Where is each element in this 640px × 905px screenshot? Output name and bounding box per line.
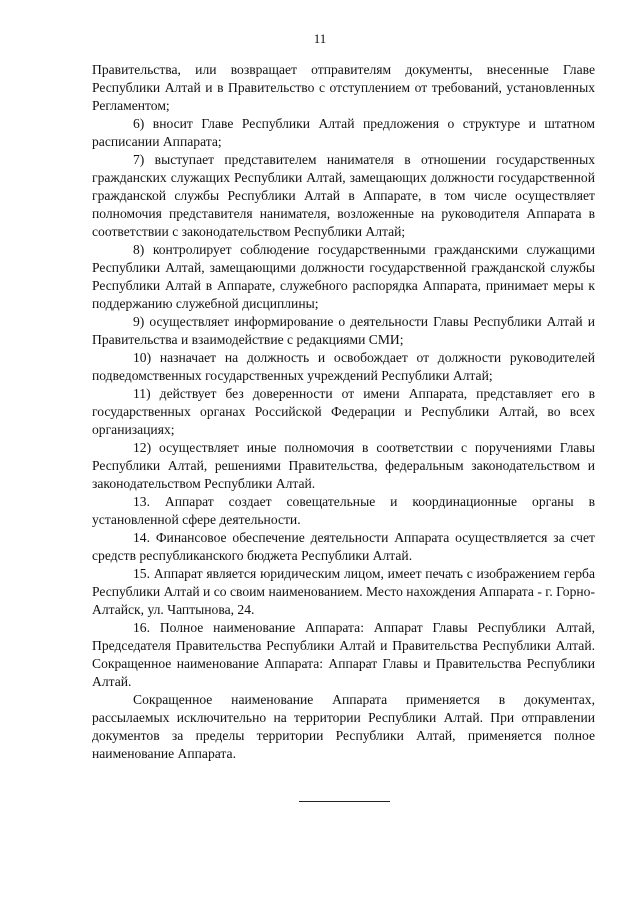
paragraph: 11) действует без доверенности от имени Аппарата, представляет его в государственных органах Российской Федерации и Республики Алтай, во всех организациях; xyxy=(92,386,595,437)
paragraph: 13. Аппарат создает совещательные и координационные органы в установленной сфере деятельности. xyxy=(92,494,595,527)
paragraph: 16. Полное наименование Аппарата: Аппарат Главы Республики Алтай, Председателя Правительства Республики Алтай и Правительства Республики Алтай. Сокращенное наименование Аппарата: Аппарат Главы и Правительства Республики Алтай. xyxy=(92,620,595,689)
paragraph: 6) вносит Главе Республики Алтай предложения о структуре и штатном расписании Аппарата; xyxy=(92,116,595,149)
paragraph: 9) осуществляет информирование о деятельности Главы Республики Алтай и Правительства и взаимодействие с редакциями СМИ; xyxy=(92,314,595,347)
document-body xyxy=(92,61,595,763)
page-number: 11 xyxy=(313,31,327,46)
paragraph: 12) осуществляет иные полномочия в соответствии с поручениями Главы Республики Алтай, решениями Правительства, федеральным законодательством и законодательством Республики Алтай. xyxy=(92,440,595,491)
paragraph: 8) контролирует соблюдение государственными гражданскими служащими Республики Алтай, замещающими должности государственной гражданской службы Республики Алтай в Аппарате, служебного распорядка Аппарата, принимает меры к поддержанию служебной дисциплины; xyxy=(92,242,595,311)
end-divider xyxy=(299,801,390,802)
paragraph: Правительства, или возвращает отправителям документы, внесенные Главе Республики Алтай и в Правительство с отступлением от требований, установленных Регламентом; xyxy=(92,62,595,113)
paragraph: 14. Финансовое обеспечение деятельности Аппарата осуществляется за счет средств республиканского бюджета Республики Алтай. xyxy=(92,530,595,563)
paragraph: Сокращенное наименование Аппарата применяется в документах, рассылаемых исключительно на территории Республики Алтай. При отправлении документов за пределы территории Республики Алтай, применяется полное наименование Аппарата. xyxy=(92,692,595,761)
paragraph: 10) назначает на должность и освобождает от должности руководителей подведомственных государственных учреждений Республики Алтай; xyxy=(92,350,595,383)
paragraph: 15. Аппарат является юридическим лицом, имеет печать с изображением герба Республики Алтай и со своим наименованием. Место нахождения Аппарата - г. Горно-Алтайск, ул. Чаптынова, 24. xyxy=(92,566,595,617)
paragraph: 7) выступает представителем нанимателя в отношении государственных гражданских служащих Республики Алтай, замещающих должности государственной гражданской службы Республики Алтай в Аппарате, в том числе осуществляет полномочия представителя нанимателя, возложенные на руководителя Аппарата в соответствии с законодательством Республики Алтай; xyxy=(92,152,595,239)
